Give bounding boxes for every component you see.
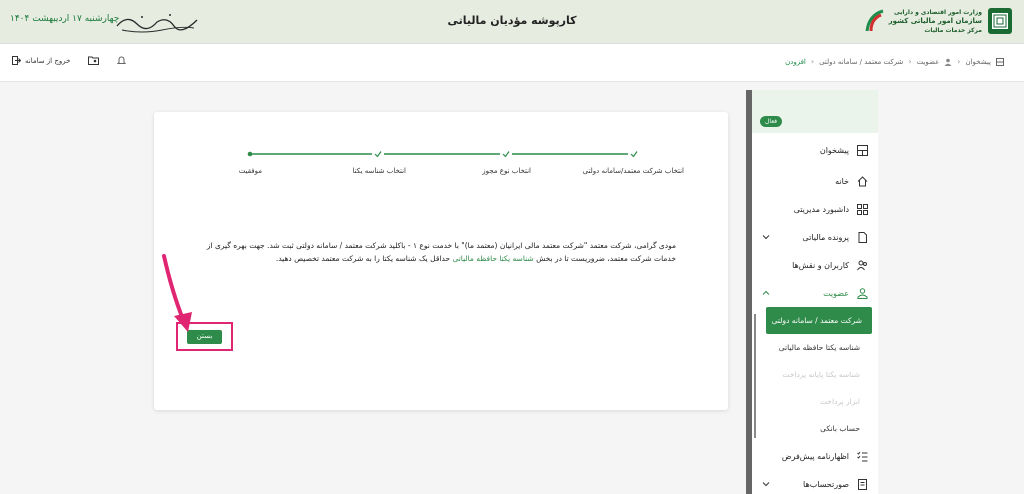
check-icon <box>631 152 637 157</box>
folder-user-button[interactable] <box>88 56 99 65</box>
logout-button[interactable] <box>12 56 70 65</box>
folder-user-icon <box>88 56 99 65</box>
flag-icon <box>863 7 885 35</box>
wizard-stepper <box>246 148 638 160</box>
chevron-left-icon: ‹ <box>908 57 912 66</box>
bell-icon <box>117 56 126 65</box>
step-label-license-type: انتخاب نوع مجوز <box>482 167 531 175</box>
breadcrumb <box>785 57 1004 66</box>
breadcrumb-dashboard[interactable]: پیشخوان <box>965 57 991 66</box>
sidebar-sub-trusted-company[interactable] <box>766 307 872 334</box>
invoice-icon <box>857 479 868 490</box>
sidebar-item-label: پیشخوان <box>819 145 849 155</box>
chevron-left-icon: ‹ <box>810 57 815 66</box>
step-label-success: موفقیت <box>238 167 262 175</box>
logout-icon <box>12 56 21 65</box>
sidebar-item-home[interactable] <box>752 167 878 195</box>
org-line-1: وزارت امور اقتصادی و دارایی <box>894 8 982 16</box>
sidebar-item-tax-file[interactable] <box>752 223 878 251</box>
chevron-down-icon <box>762 480 770 488</box>
dashboard-icon <box>857 145 868 156</box>
sidebar-item-default-declaration[interactable] <box>752 442 878 470</box>
status-badge: فعال <box>760 116 782 127</box>
sidebar-item-users-roles[interactable] <box>752 251 878 279</box>
sidebar-sub-label: شناسه یکتا حافظه مالیاتی <box>778 343 860 352</box>
chevron-down-icon <box>762 233 770 241</box>
breadcrumb-membership[interactable]: عضویت <box>916 57 940 66</box>
grid-icon <box>857 204 868 215</box>
sidebar-item-label: اظهارنامه پیش‌فرض <box>781 451 849 461</box>
sidebar-item-membership[interactable] <box>752 279 878 307</box>
sidebar-sub-label: ابزار پرداخت <box>819 397 860 406</box>
sidebar-sub-label: شرکت معتمد / سامانه دولتی <box>771 316 862 325</box>
sidebar-item-label: داشبورد مدیریتی <box>793 204 849 214</box>
step-label-unique-id: انتخاب شناسه یکتا <box>352 167 406 175</box>
sidebar-item-label: کاربران و نقش‌ها <box>792 260 849 270</box>
checklist-icon <box>857 451 868 462</box>
check-icon <box>375 152 381 157</box>
sidebar-item-label: عضویت <box>823 288 849 298</box>
sidebar-sub-payment-terminal-id <box>752 361 878 388</box>
sidebar-item-label: خانه <box>835 176 849 186</box>
sidebar <box>746 90 878 494</box>
sidebar-sub-bank-account[interactable] <box>752 415 878 442</box>
user-icon <box>944 58 952 66</box>
app-header <box>0 0 1024 44</box>
users-icon <box>857 260 868 271</box>
dashboard-icon <box>996 58 1004 66</box>
message-text-1: مودی گرامی، شرکت معتمد "شرکت معتمد مالی ایرانیان (معتمد ما)" با خدمت نوع ۱ - باکلید شرکت معتمد / سامانه دولتی ثبت شد. جهت بهره گیری از خدمات شرکت معتمد، ضروریست تا در بخش <box>206 241 676 263</box>
notifications-button[interactable] <box>117 56 126 65</box>
sidebar-scrollbar[interactable] <box>754 314 756 438</box>
check-icon <box>503 152 509 157</box>
toolbar-actions <box>12 56 126 65</box>
header-date: چهارشنبه ۱۷ اردیبهشت ۱۴۰۴ <box>10 14 120 24</box>
breadcrumb-add: افزودن <box>785 57 806 66</box>
sidebar-sub-payment-tool <box>752 388 878 415</box>
sidebar-sub-label: حساب بانکی <box>820 424 860 433</box>
sidebar-item-invoices[interactable] <box>752 470 878 494</box>
app-title: کارپوشه مؤدیان مالیاتی <box>447 14 577 27</box>
chevron-left-icon: ‹ <box>957 57 961 66</box>
success-message <box>206 239 676 265</box>
home-icon <box>857 176 868 187</box>
sidebar-item-dashboard[interactable] <box>752 133 878 167</box>
tax-memory-id-link[interactable]: شناسه یکتا حافظه مالیاتی <box>452 254 534 263</box>
sidebar-profile <box>752 90 878 133</box>
logout-label: خروج از سامانه <box>25 56 71 65</box>
sidebar-item-management-dashboard[interactable] <box>752 195 878 223</box>
step-dot-current <box>248 152 253 157</box>
step-label-company: انتخاب شرکت معتمد/سامانه دولتی <box>582 167 684 175</box>
user-icon <box>857 288 868 299</box>
org-logo <box>863 6 1014 36</box>
close-button[interactable]: بستن <box>187 330 222 344</box>
org-name <box>889 8 982 35</box>
wizard-card <box>154 112 728 410</box>
emblem-icon <box>986 6 1014 36</box>
message-text-2: حداقل یک شناسه یکتا را به شرکت معتمد تخصیص دهید. <box>275 254 451 263</box>
annotation-arrow <box>158 252 198 350</box>
toolbar <box>0 44 1024 82</box>
sidebar-sub-label: شناسه یکتا پایانه پرداخت <box>782 370 860 379</box>
org-line-3: مرکز خدمات مالیات <box>924 26 982 34</box>
sidebar-item-label: صورتحساب‌ها <box>803 479 849 489</box>
breadcrumb-trusted-company[interactable]: شرکت معتمد / سامانه دولتی <box>819 57 904 66</box>
sidebar-sub-tax-memory-id[interactable] <box>752 334 878 361</box>
chevron-up-icon <box>762 289 770 297</box>
file-icon <box>857 232 868 243</box>
sidebar-item-label: پرونده مالیاتی <box>802 232 849 242</box>
org-line-2: سازمان امور مالیاتی کشور <box>888 16 982 25</box>
